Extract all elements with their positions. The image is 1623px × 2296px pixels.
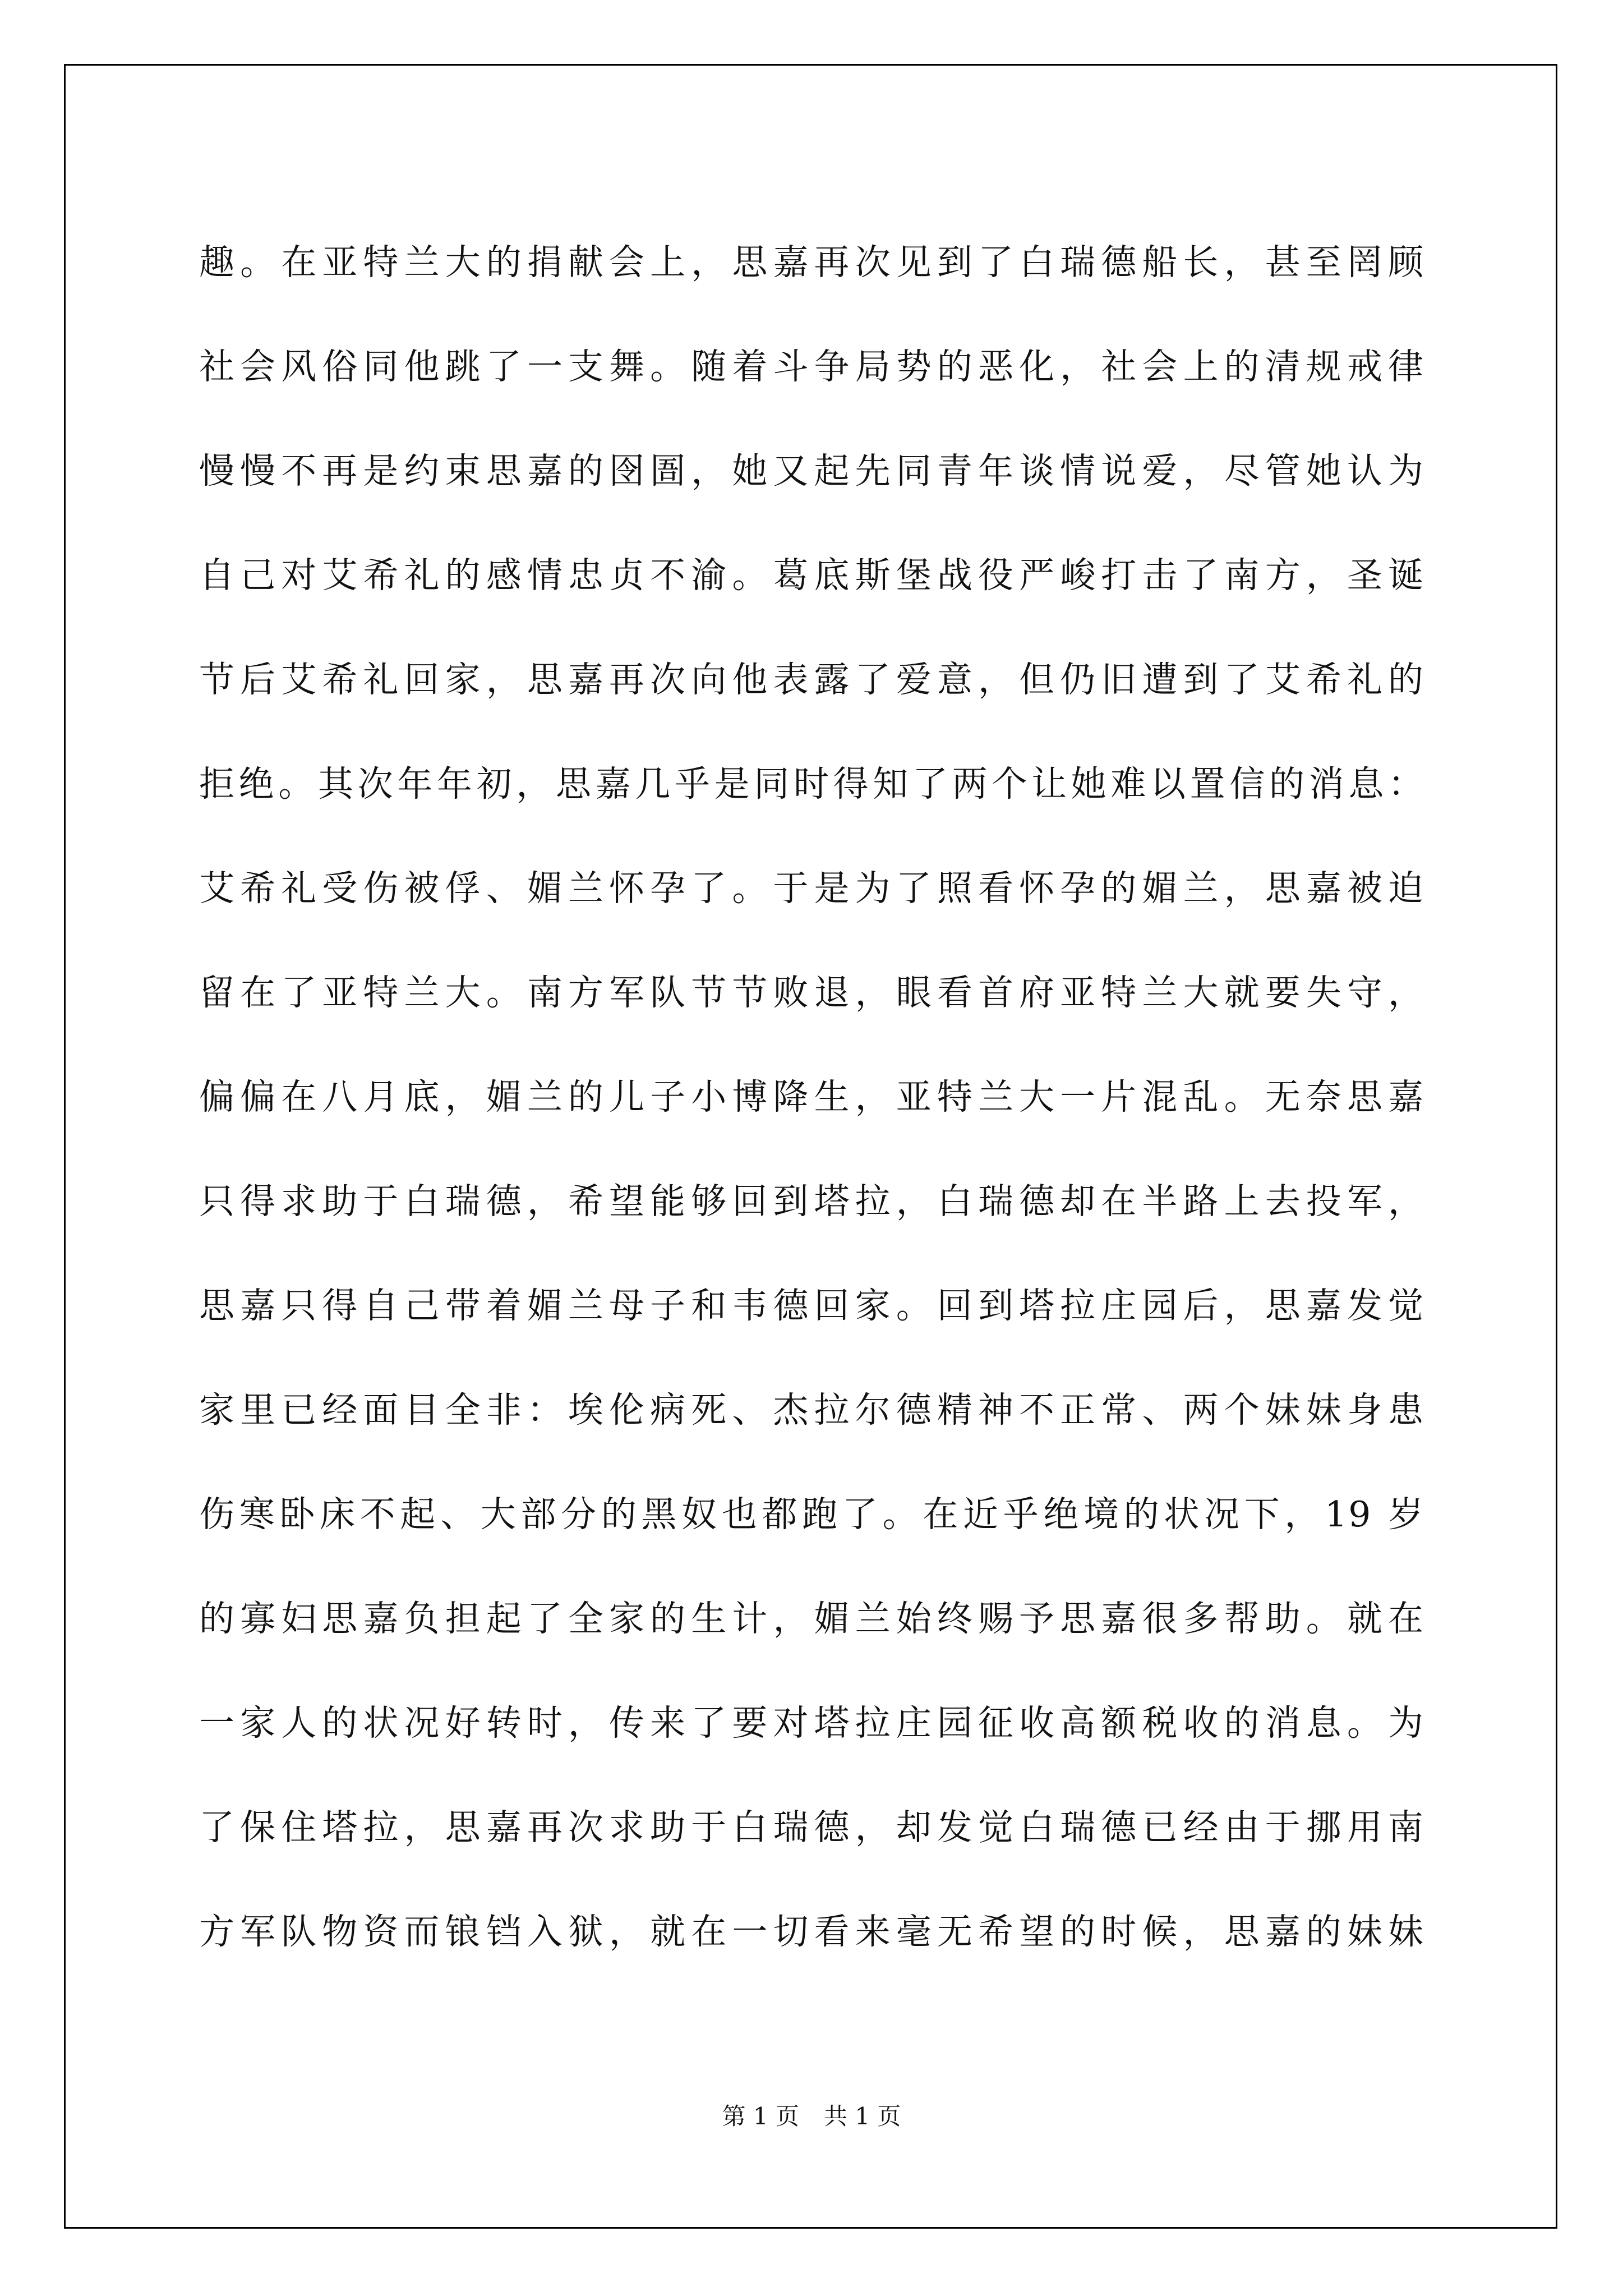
- text-line: 拒绝。其次年年初，思嘉几乎是同时得知了两个让她难以置信的消息：: [199, 763, 1424, 804]
- text-line: 思嘉只得自己带着媚兰母子和韦德回家。回到塔拉庄园后，思嘉发觉: [199, 1285, 1424, 1326]
- text-line: 自己对艾希礼的感情忠贞不渝。葛底斯堡战役严峻打击了南方，圣诞: [199, 555, 1424, 596]
- text-line: 慢慢不再是约束思嘉的囹圄，她又起先同青年谈情说爱，尽管她认为: [199, 450, 1424, 491]
- body-text: [199, 210, 1424, 1984]
- text-line: 伤寒卧床不起、大部分的黑奴也都跑了。在近乎绝境的状况下，19 岁: [199, 1494, 1424, 1535]
- text-line: 节后艾希礼回家，思嘉再次向他表露了爱意，但仍旧遭到了艾希礼的: [199, 659, 1424, 700]
- text-line: 偏偏在八月底，媚兰的儿子小博降生，亚特兰大一片混乱。无奈思嘉: [199, 1076, 1424, 1117]
- text-line: 艾希礼受伤被俘、媚兰怀孕了。于是为了照看怀孕的媚兰，思嘉被迫: [199, 868, 1424, 909]
- text-line: 的寡妇思嘉负担起了全家的生计，媚兰始终赐予思嘉很多帮助。就在: [199, 1598, 1424, 1639]
- text-line: 社会风俗同他跳了一支舞。随着斗争局势的恶化，社会上的清规戒律: [199, 346, 1424, 387]
- page-total: 共 1 页: [824, 2102, 901, 2130]
- text-line: 趣。在亚特兰大的捐献会上，思嘉再次见到了白瑞德船长，甚至罔顾: [199, 242, 1424, 283]
- text-line: 方军队物资而锒铛入狱，就在一切看来毫无希望的时候，思嘉的妹妹: [199, 1911, 1424, 1952]
- page-footer: [0, 2098, 1623, 2132]
- page-number: 第 1 页: [722, 2102, 799, 2130]
- text-line: 只得求助于白瑞德，希望能够回到塔拉，白瑞德却在半路上去投军，: [199, 1181, 1424, 1222]
- text-line: 了保住塔拉，思嘉再次求助于白瑞德，却发觉白瑞德已经由于挪用南: [199, 1807, 1424, 1848]
- text-line: 留在了亚特兰大。南方军队节节败退，眼看首府亚特兰大就要失守，: [199, 972, 1424, 1013]
- text-line: 一家人的状况好转时，传来了要对塔拉庄园征收高额税收的消息。为: [199, 1703, 1424, 1743]
- text-line: 家里已经面目全非：埃伦病死、杰拉尔德精神不正常、两个妹妹身患: [199, 1389, 1424, 1430]
